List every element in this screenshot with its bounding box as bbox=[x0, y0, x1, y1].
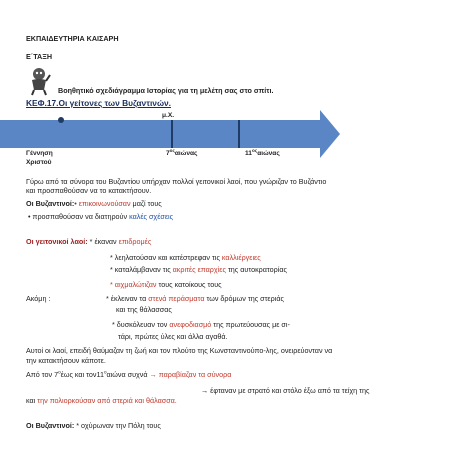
intro-line-1: Γύρω από τα σύνορα του Βυζαντίου υπήρχαν πολλοί γειτονικοί λαοί, που γνώριζαν το Βυζάντιο bbox=[26, 177, 327, 186]
timeline-label-mx: μ.Χ. bbox=[162, 112, 175, 119]
byzantines-line-2: • προσπαθούσαν να διατηρούν καλές σχέσεις bbox=[28, 212, 174, 221]
also-label: Ακόμη : bbox=[26, 294, 51, 303]
timeline-tick-7th bbox=[171, 120, 173, 148]
period-line: Από τον $7^oέ\omega\varsigma$ και $\tau o\nu 11^o\alpha\iota ώ\nu\alpha$ συχνά → παραβίαζαν τα σύνορα bbox=[26, 369, 232, 379]
timeline-bar bbox=[0, 120, 320, 148]
neighbours-line-1: Οι γειτονικοί λαοί: * έκαναν επιδρομές bbox=[26, 237, 152, 246]
final-line: Οι Βυζαντινοί: * οχύρωναν την Πόλη τους bbox=[26, 421, 161, 430]
timeline-start-label-1: Γέννηση bbox=[26, 150, 53, 157]
neighbours-line-4: * αιχμαλώτιζαν τους κατοίκους τους bbox=[110, 280, 222, 289]
arrow-line-2b: και την πολιορκούσαν από στεριά και θάλασσα. bbox=[26, 396, 177, 405]
timeline-start-dot bbox=[58, 117, 64, 123]
arrow-line-2: → έφταναν με στρατό και στόλο έξω από τα τείχη της bbox=[201, 386, 370, 395]
also-line-4: τάρι, πρώτες ύλες και άλλα αγαθά. bbox=[118, 332, 228, 341]
thinking-figure-icon bbox=[26, 66, 52, 96]
timeline-tick-11th bbox=[238, 120, 240, 148]
intro-line-2: και προσπαθούσαν να το κατακτήσουν. bbox=[26, 186, 152, 195]
byzantines-line-1: Οι Βυζαντινοί:• επικοινωνούσαν μαζί τους bbox=[26, 199, 162, 208]
neighbours-line-2: * λεηλατούσαν και κατέστρεφαν τις καλλιέργειες bbox=[110, 253, 261, 262]
timeline-start-label-2: Χριστού bbox=[26, 159, 52, 166]
threat-line-1: Αυτοί οι λαοί, επειδή θαύμαζαν τη ζωή και τον πλούτο της Κωνσταντινούπο-λης, ονειρεύονταν να bbox=[26, 346, 333, 355]
timeline-label-7th: $7^{o\varsigma}\alpha\iota ώ\nu\alpha\varsigma$ bbox=[166, 147, 198, 157]
class-label: Ε΄ΤΑΞΗ bbox=[26, 52, 53, 61]
threat-line-2: την κατακτήσουν κάποτε. bbox=[26, 356, 106, 365]
timeline-label-11th: $11^{o\varsigma}\alpha\iota ώ\nu\alpha\varsigma$ bbox=[245, 147, 280, 157]
also-line-1: * έκλειναν τα στενά περάσματα των δρόμων της στεριάς bbox=[106, 294, 284, 303]
neighbours-line-3: * καταλάμβαναν τις ακριτές επαρχίες της αυτοκρατορίας bbox=[110, 265, 287, 274]
timeline-arrow-icon bbox=[320, 110, 340, 158]
school-name: ΕΚΠΑΙΔΕΥΤΗΡΙΑ ΚΑΙΣΑΡΗ bbox=[26, 34, 119, 43]
also-line-3: * δυσκόλευαν τον ανεφοδιασμό της πρωτεύουσας με σι- bbox=[112, 320, 290, 329]
also-line-2: και της θάλασσας bbox=[116, 305, 172, 314]
chapter-title: ΚΕΦ.17.Οι γείτονες των Βυζαντινών. bbox=[26, 98, 171, 108]
subtitle: Βοηθητικό σχεδιάγραμμα Ιστορίας για τη μελέτη σας στο σπίτι. bbox=[58, 86, 274, 95]
